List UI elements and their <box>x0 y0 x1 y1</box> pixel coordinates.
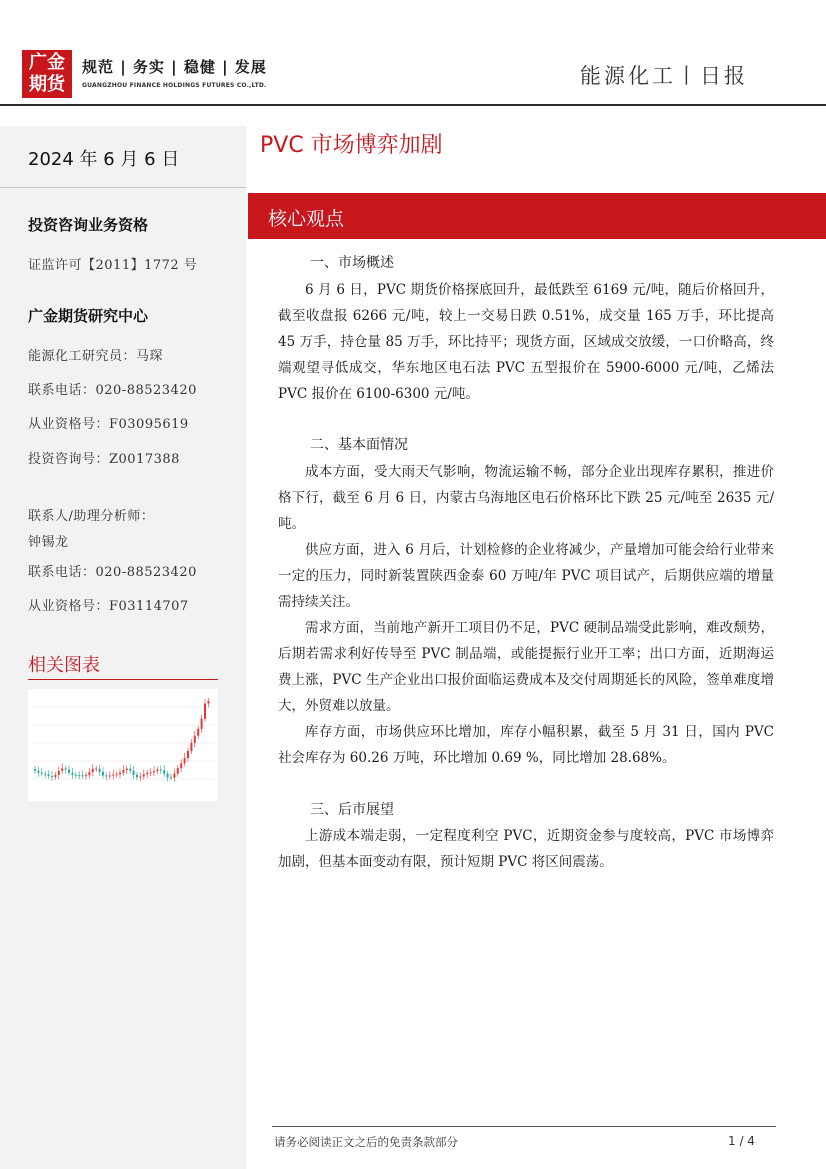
chart-thumbnail-candle <box>41 773 43 774</box>
section-heading-overview: 一、市场概述 <box>310 255 394 271</box>
chart-thumbnail-candle <box>201 719 203 729</box>
page-number: 1 / 4 <box>728 1134 755 1148</box>
chart-thumbnail-candle <box>197 729 199 736</box>
chart-thumbnail-candle <box>207 701 209 704</box>
report-title: PVC 市场博弈加剧 <box>260 133 443 158</box>
inventory-paragraph: 库存方面，市场供应环比增加，库存小幅积累，截至 5 月 31 日，国内 PVC 社会库存为 60.26 万吨，环比增加 0.69 %，同比增加 28.68%。 <box>278 724 774 766</box>
chart-thumbnail-candle <box>173 774 175 778</box>
sidebar <box>0 126 246 1169</box>
chart-thumbnail-candle <box>105 775 107 776</box>
chart-thumbnail-candle <box>146 773 148 774</box>
chart-thumbnail-candle <box>143 774 145 776</box>
chart-thumbnail-candle <box>153 771 155 772</box>
header-divider <box>0 104 826 106</box>
chart-thumbnail-candle <box>65 768 67 769</box>
chart-thumbnail-candle <box>129 769 131 771</box>
logo-line-2: 期货 <box>29 74 65 95</box>
analyst-license: 从业资格号：F03095619 <box>28 417 189 432</box>
company-logo <box>22 50 72 98</box>
chart-thumbnail-candle <box>71 773 73 775</box>
chart-thumbnail-candle <box>190 743 192 751</box>
analyst-phone: 联系电话：020-88523420 <box>28 383 197 398</box>
chart-thumbnail-candle <box>160 770 162 771</box>
footer-divider <box>272 1126 776 1127</box>
chart-thumbnail-candle <box>184 758 186 763</box>
chart-thumbnail-candle <box>156 770 158 772</box>
chart-thumbnail-candle <box>136 775 138 777</box>
chart-thumbnail-candle <box>75 775 77 776</box>
analyst-consult-number: 投资咨询号：Z0017388 <box>28 452 180 467</box>
report-type: 能源化工丨日报 <box>580 64 748 88</box>
section-title: 核心观点 <box>268 208 345 230</box>
chart-thumbnail-candle <box>44 774 46 775</box>
chart-thumbnail-candle <box>61 768 63 771</box>
chart-thumbnail-candle <box>167 774 169 778</box>
license-number: 证监许可【2011】1772 号 <box>28 258 198 273</box>
chart-thumbnail-candle <box>170 777 172 778</box>
chart-thumbnail-candle <box>102 772 104 776</box>
chart-thumbnail-candle <box>122 770 124 773</box>
related-chart-thumbnail <box>28 689 218 801</box>
chart-thumbnail-candle <box>109 775 111 776</box>
chart-thumbnail-candle <box>54 775 56 777</box>
overview-paragraph: 6 月 6 日，PVC 期货价格探底回升，最低跌至 6169 元/吨，随后价格回升，截至收盘报 6266 元/吨，较上一交易日跌 0.51%，成交量 165 万手，环比提高 45 万手，持仓量 85 万手，环比持平；现货方面，区域成交放缓，一口价略高，终端观望寻低成交，华东地区电石法 PVC 五型报价在 5900-6000 元/吨，乙烯法 PVC 报价在 6100-6300 元/吨。 <box>278 282 774 402</box>
contact-name: 钟锡龙 <box>28 535 69 550</box>
section-heading-fundamentals: 二、基本面情况 <box>310 437 408 453</box>
chart-thumbnail-candle <box>150 772 152 773</box>
report-date: 2024 年 6 月 6 日 <box>28 149 180 170</box>
chart-thumbnail-candle <box>95 769 97 770</box>
chart-thumbnail-candle <box>78 775 80 776</box>
section-heading-outlook: 三、后市展望 <box>310 802 394 818</box>
chart-thumbnail-candle <box>88 772 90 775</box>
chart-thumbnail-candle <box>58 771 60 775</box>
chart-thumbnail-candle <box>68 770 70 773</box>
analyst-name: 能源化工研究员：马琛 <box>28 349 164 364</box>
chart-thumbnail-candle <box>163 770 165 774</box>
contact-title: 联系人/助理分析师： <box>28 509 155 524</box>
related-charts-divider <box>28 679 218 680</box>
chart-thumbnail-candle <box>187 751 189 758</box>
chart-thumbnail-candle <box>51 776 53 777</box>
chart-thumbnail-candle <box>126 769 128 770</box>
chart-thumbnail-candle <box>99 769 101 772</box>
footer-disclaimer: 请务必阅读正文之后的免责条款部分 <box>274 1135 458 1149</box>
chart-thumbnail-candle <box>34 769 36 771</box>
chart-thumbnail-candle <box>133 771 135 775</box>
chart-thumbnail-candle <box>204 704 206 719</box>
company-english-name: GUANGZHOU FINANCE HOLDINGS FUTURES CO.,LTD. <box>82 82 267 89</box>
chart-thumbnail-candle <box>194 736 196 743</box>
related-charts-title: 相关图表 <box>28 655 100 676</box>
outlook-paragraph: 上游成本端走弱，一定程度利空 PVC，近期资金参与度较高，PVC 市场博弈加剧，但基本面变动有限，预计短期 PVC 将区间震荡。 <box>278 828 774 870</box>
chart-thumbnail-candle <box>48 774 50 776</box>
logo-line-1: 广金 <box>29 52 65 73</box>
contact-license: 从业资格号：F03114707 <box>28 599 189 614</box>
chart-thumbnail-candle <box>180 763 182 768</box>
sidebar-divider <box>0 187 246 188</box>
chart-thumbnail-candle <box>92 769 94 772</box>
chart-thumbnail-candle <box>139 777 141 778</box>
research-center: 广金期货研究中心 <box>28 307 149 325</box>
contact-phone: 联系电话：020-88523420 <box>28 565 197 580</box>
chart-thumbnail-candle <box>119 773 121 774</box>
chart-thumbnail-candle <box>82 775 84 776</box>
company-slogan: 规范 | 务实 | 稳健 | 发展 <box>82 58 267 76</box>
cost-paragraph: 成本方面，受大雨天气影响，物流运输不畅，部分企业出现库存累积，推进价格下行，截至 6 月 6 日，内蒙古乌海地区电石价格环比下跌 25 元/吨至 2635 元/吨。 <box>278 464 774 532</box>
supply-paragraph: 供应方面，进入 6 月后，计划检修的企业将减少，产量增加可能会给行业带来一定的压力，同时新装置陕西金泰 60 万吨/年 PVC 项目试产，后期供应端的增量需持续关注。 <box>278 542 774 610</box>
chart-thumbnail-candle <box>112 775 114 776</box>
chart-thumbnail-candle <box>85 775 87 776</box>
demand-paragraph: 需求方面，当前地产新开工项目仍不足，PVC 硬制品端受此影响，难改颓势，后期若需求利好传导至 PVC 制品端，或能提振行业开工率；出口方面，近期海运费上涨，PVC 生产企业出口报价面临运费成本及交付周期延长的风险，签单难度增大，外贸难以放量。 <box>278 620 774 714</box>
chart-thumbnail-candle <box>37 771 39 773</box>
qualification-title: 投资咨询业务资格 <box>28 216 149 234</box>
chart-thumbnail-candle <box>116 774 118 775</box>
chart-thumbnail-background <box>28 689 218 801</box>
chart-thumbnail-candle <box>177 768 179 773</box>
